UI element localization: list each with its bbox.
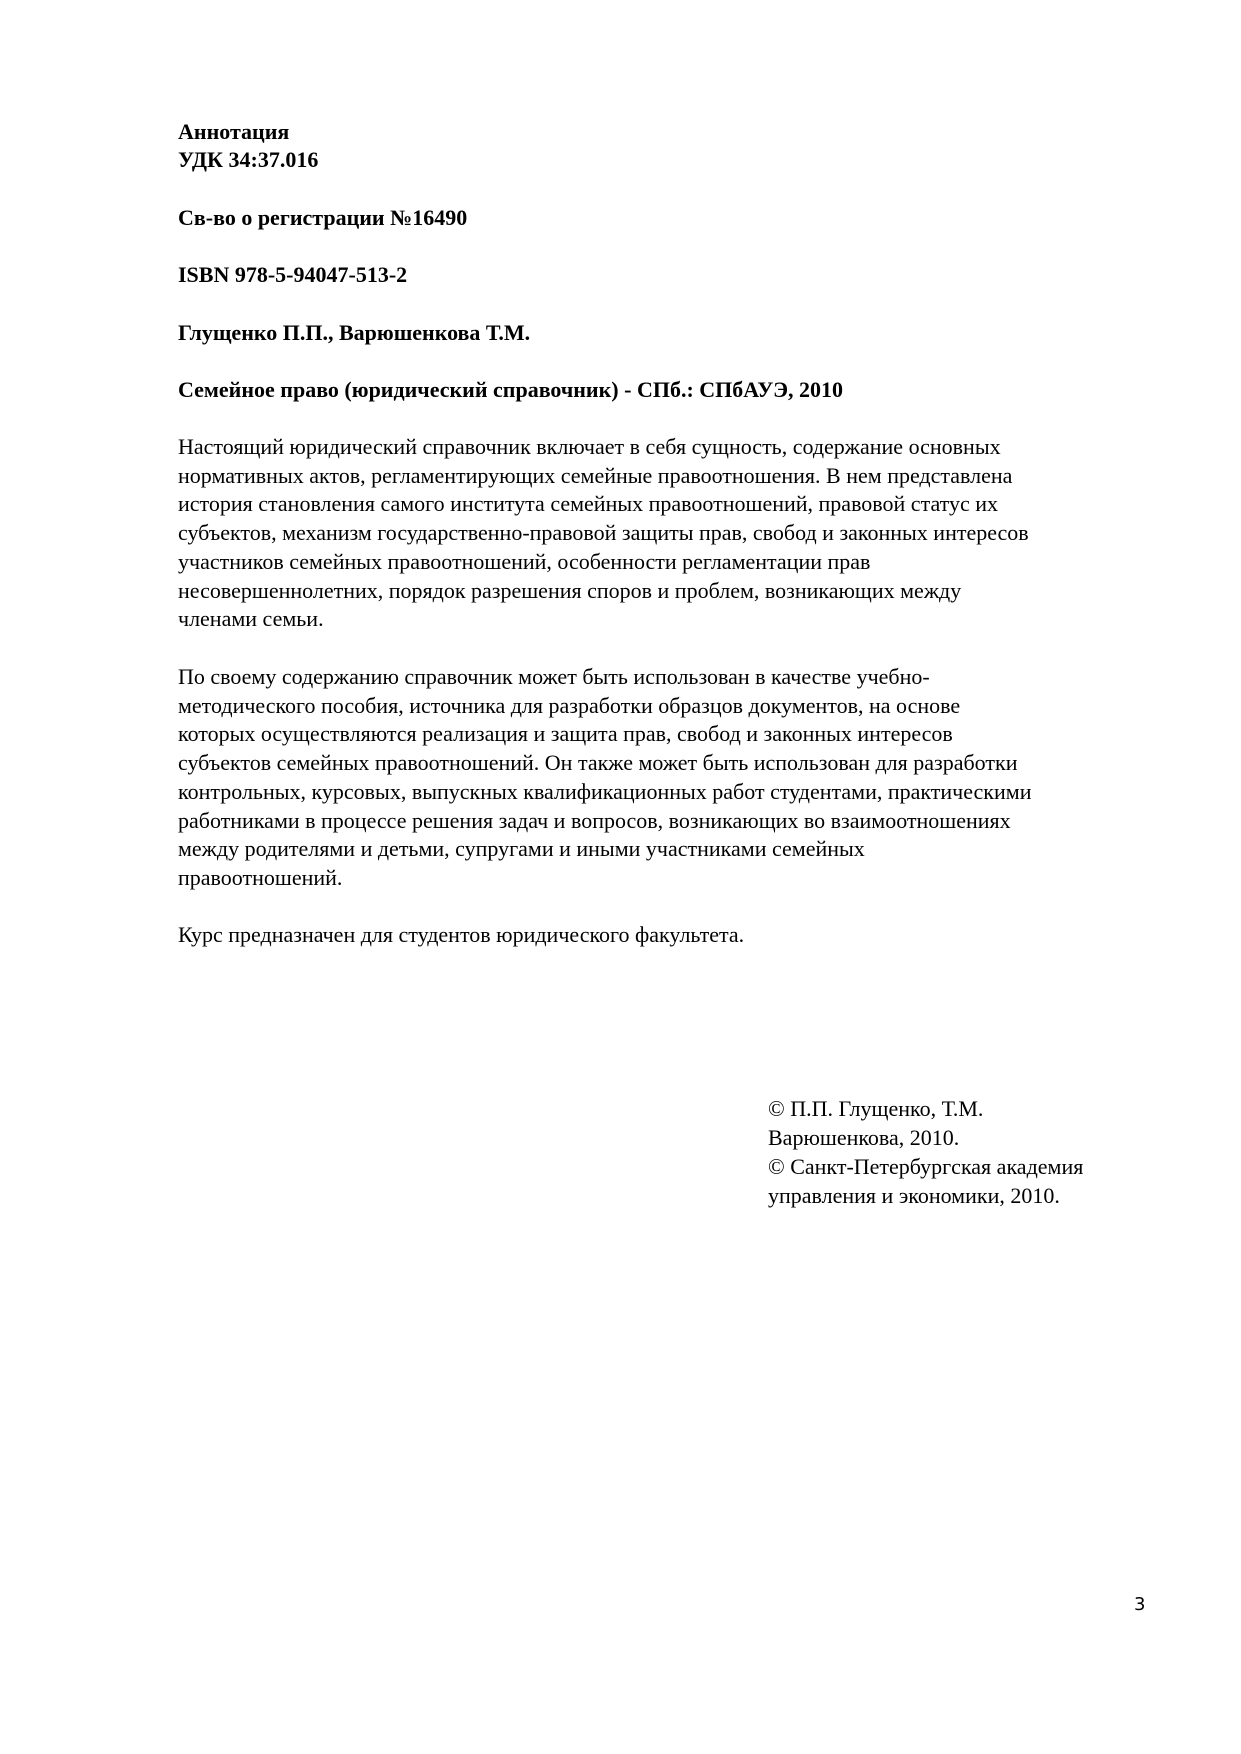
text-line: несовершеннолетних, порядок разрешения споров и проблем, возникающих между: [178, 577, 962, 603]
text-line: членами семьи.: [178, 606, 324, 632]
text-line: методического пособия, источника для разработки образцов документов, на основе: [178, 692, 961, 718]
paragraph-usage: [178, 663, 1168, 893]
text-line: между родителями и детьми, супругами и иными участниками семейных: [178, 836, 865, 862]
text-line: По своему содержанию справочник может быть использован в качестве учебно-: [178, 664, 930, 689]
isbn: ISBN 978-5-94047-513-2: [178, 262, 408, 287]
annotation-heading: Аннотация: [178, 119, 290, 144]
text-line: Курс предназначен для студентов юридического факультета.: [178, 922, 745, 947]
paragraph-audience: [178, 921, 1168, 950]
text-line: которых осуществляются реализация и защита прав, свобод и законных интересов: [178, 721, 953, 747]
text-line: субъектов семейных правоотношений. Он также может быть использован для разработки: [178, 750, 1018, 776]
text-line: Настоящий юридический справочник включает в себя сущность, содержание основных: [178, 434, 1001, 459]
text-line: правоотношений.: [178, 864, 343, 890]
copyright-line: Варюшенкова, 2010.: [768, 1125, 960, 1150]
text-line: субъектов, механизм государственно-правовой защиты прав, свобод и законных интересов: [178, 520, 1029, 546]
text-line: работниками в процессе решения задач и вопросов, возникающих во взаимоотношениях: [178, 807, 1011, 833]
text-line: нормативных актов, регламентирующих семейные правоотношения. В нем представлена: [178, 462, 1013, 488]
text-line: контрольных, курсовых, выпускных квалификационных работ студентами, практическими: [178, 778, 1032, 804]
book-title: Семейное право (юридический справочник) - СПб.: СПбАУЭ, 2010: [178, 377, 843, 402]
copyright-line: управления и экономики, 2010.: [768, 1183, 1060, 1208]
page-number: 3: [1134, 1594, 1146, 1615]
copyright-line: © Санкт-Петербургская академия: [768, 1154, 1084, 1179]
copyright-block: [768, 1094, 1168, 1210]
text-line: участников семейных правоотношений, особенности регламентации прав: [178, 548, 871, 574]
authors: Глущенко П.П., Варюшенкова Т.М.: [178, 320, 531, 345]
copyright-line: © П.П. Глущенко, Т.М.: [768, 1096, 984, 1121]
text-line: история становления самого института семейных правоотношений, правовой статус их: [178, 491, 999, 517]
paragraph-description: [178, 433, 1168, 634]
registration-certificate: Св-во о регистрации №16490: [178, 205, 468, 230]
udk-code: УДК 34:37.016: [178, 147, 319, 172]
